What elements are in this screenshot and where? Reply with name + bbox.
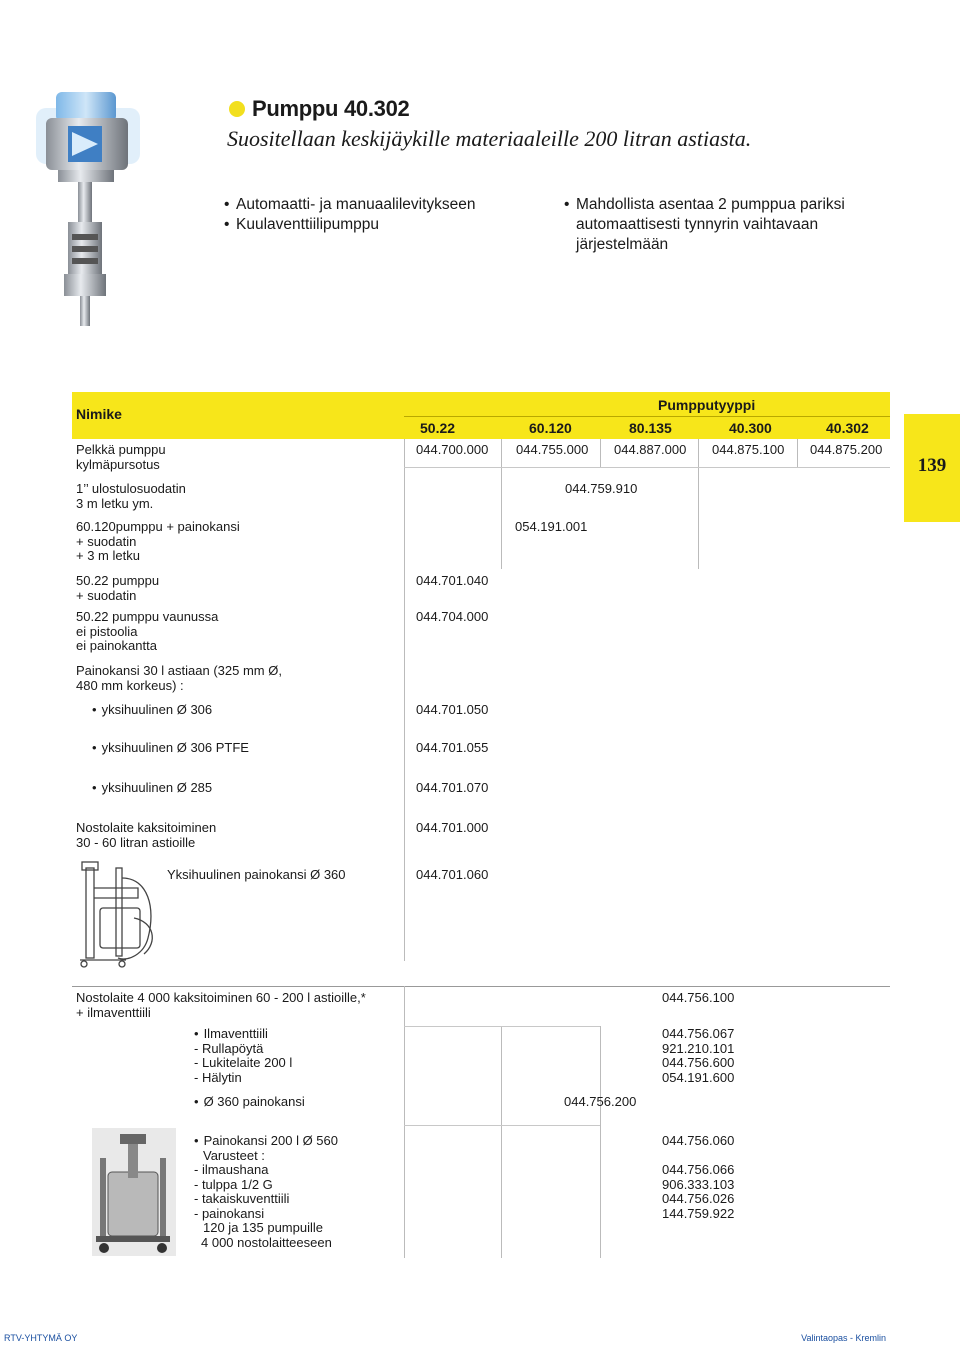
code-cell: 044.756.200 — [564, 1094, 637, 1109]
accessory-list: • Painokansi 200 l Ø 560 Varusteet : - ilmaushana - tulppa 1/2 G - takaiskuventtiili - painokansi 120 ja 135 pumpuille 4 000 nostolaitteeseen — [194, 1134, 338, 1250]
code-cell: 044.756.100 — [662, 990, 735, 1005]
feature-item: • Kuulaventtiilipumppu — [224, 216, 380, 233]
row-name: • yksihuulinen Ø 306 — [92, 703, 212, 718]
row-name: • yksihuulinen Ø 306 PTFE — [92, 741, 249, 756]
col-header-50-22: 50.22 — [420, 420, 456, 436]
code-cell: 044.875.100 — [712, 442, 785, 457]
col-header-60-120: 60.120 — [529, 420, 572, 436]
pump-product-image — [28, 84, 148, 334]
pump-cart-image — [92, 1128, 176, 1256]
code-cell: 044.759.910 — [565, 481, 638, 496]
page-subtitle: Suositellaan keskijäykille materiaaleille 200 litran astiasta. — [227, 126, 752, 151]
row-name: Yksihuulinen painokansi Ø 360 — [167, 867, 346, 882]
row-name: 50.22 pumppu + suodatin — [76, 573, 160, 603]
footer-right: Valintaopas - Kremlin — [801, 1333, 886, 1343]
lifting-device-image — [78, 858, 162, 970]
accessory-list: • Ilmaventtiili - Rullapöytä - Lukitelaite 200 l - Hälytin — [194, 1027, 292, 1085]
row-name: Pelkkä pumppu kylmäpursotus — [76, 442, 166, 472]
page-title: Pumppu 40.302 — [252, 96, 410, 121]
footer-left: RTV-YHTYMÄ OY — [4, 1333, 78, 1343]
code-cell: 044.700.000 — [416, 442, 489, 457]
row-name: Painokansi 30 l astiaan (325 mm Ø, 480 mm korkeus) : — [76, 663, 282, 693]
code-cell: 044.887.000 — [614, 442, 687, 457]
page-number-tab — [904, 414, 960, 522]
feature-item: • Automaatti- ja manuaalilevitykseen — [224, 196, 476, 213]
feature-item-continued: automaattisesti tynnyrin vaihtavaan — [576, 216, 819, 233]
row-name: • yksihuulinen Ø 285 — [92, 781, 212, 796]
features-left — [224, 195, 476, 235]
accessory-codes: 044.756.067 921.210.101 044.756.600 054.191.600 — [662, 1026, 735, 1085]
row-name: • Ø 360 painokansi — [194, 1095, 305, 1110]
code-cell: 054.191.001 — [515, 519, 588, 534]
row-name: Nostolaite 4 000 kaksitoiminen 60 - 200 l astioille,* + ilmaventtiili — [76, 990, 366, 1020]
code-cell: 044.755.000 — [516, 442, 589, 457]
col-header-40-302: 40.302 — [826, 420, 869, 436]
code-cell: 044.701.070 — [416, 780, 489, 795]
code-cell: 044.701.050 — [416, 702, 489, 717]
row-name: Nostolaite kaksitoiminen 30 - 60 litran astioille — [76, 820, 217, 850]
features-right — [564, 195, 845, 255]
code-cell: 044.701.000 — [416, 820, 489, 835]
header-divider — [404, 416, 890, 417]
title-bullet-icon — [229, 101, 245, 117]
name-column-header: Nimike — [76, 406, 122, 422]
col-header-80-135: 80.135 — [629, 420, 672, 436]
row-name: 1’’ ulostulosuodatin 3 m letku ym. — [76, 481, 186, 511]
col-header-40-300: 40.300 — [729, 420, 772, 436]
code-cell: 044.701.060 — [416, 867, 489, 882]
code-cell: 044.704.000 — [416, 609, 489, 624]
feature-item-continued: järjestelmään — [576, 236, 669, 253]
code-cell: 044.875.200 — [810, 442, 883, 457]
row-name: 60.120pumppu + painokansi + suodatin + 3 m letku — [76, 519, 240, 563]
code-cell: 044.701.040 — [416, 573, 489, 588]
page-number: 139 — [917, 455, 947, 476]
feature-item: • Mahdollista asentaa 2 pumppua pariksi — [564, 196, 845, 213]
pump-type-header: Pumpputyyppi — [658, 397, 756, 413]
code-cell: 044.701.055 — [416, 740, 489, 755]
accessory-codes: 044.756.060 044.756.066 906.333.103 044.756.026 144.759.922 — [662, 1133, 735, 1221]
row-name: 50.22 pumppu vaunussa ei pistoolia ei painokantta — [76, 609, 219, 653]
